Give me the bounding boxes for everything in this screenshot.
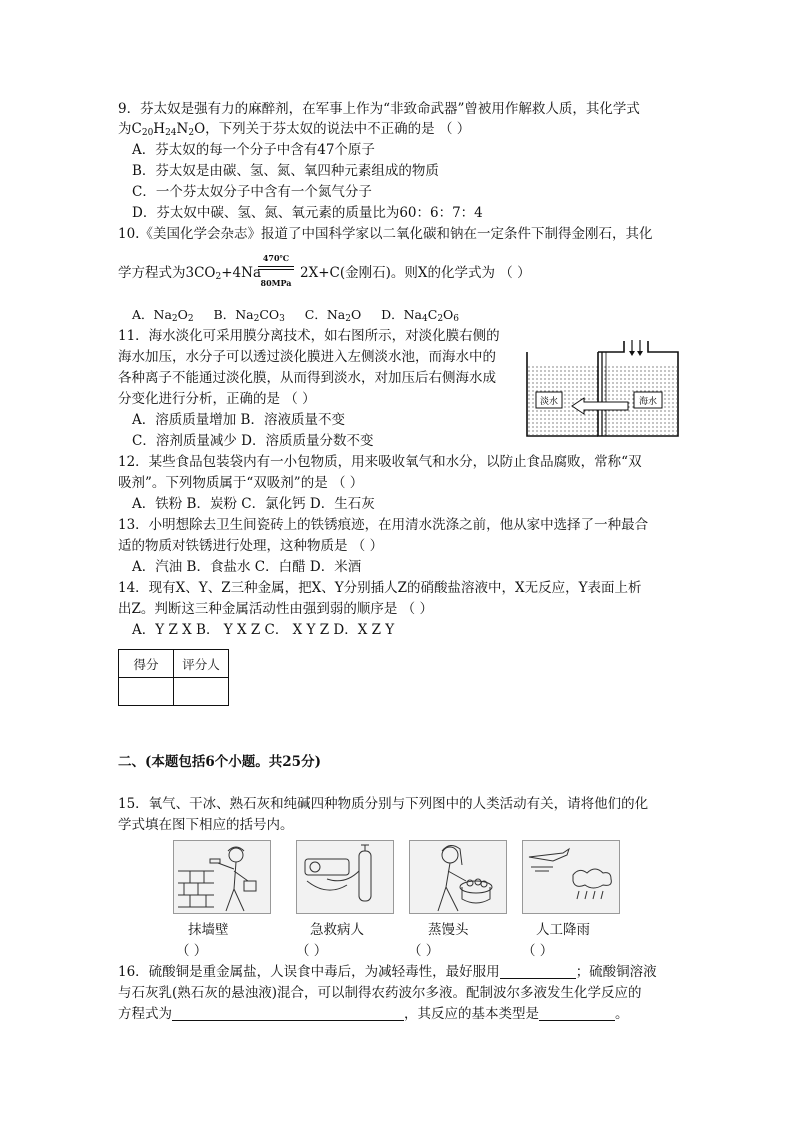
score-cell[interactable]: [119, 678, 174, 706]
q13-line2: 适的物质对铁锈进行处理，这种物质是 （ ）: [118, 538, 384, 554]
q9-option-d: D．芬太奴中碳、氢、氮、氧元素的质量比为60：6：7：4: [132, 205, 483, 221]
image-plastering-wall-svg: [174, 841, 270, 913]
q13-options: A．汽油 B．食盐水 C．白醋 D．米酒: [132, 559, 362, 575]
q10-equals-sign: [258, 266, 294, 270]
q9-line1: 9．芬太奴是强有力的麻醉剂，在军事上作为“非致命武器”曾被用作解救人质，其化学式: [118, 101, 640, 117]
q9-option-c: C．一个芬太奴分子中含有一个氮气分子: [132, 184, 372, 200]
q14-line2: 出Z。判断这三种金属活动性由强到弱的顺序是 （ ）: [118, 601, 433, 617]
q10-option-b: B．$Na_2CO_3$: [213, 307, 285, 324]
q16-line2: 与石灰乳(熟石灰的悬浊液)混合，可以制得农药波尔多液。配制波尔多液发生化学反应的: [118, 985, 642, 1001]
q16-blank-equation[interactable]: [172, 1006, 404, 1021]
caption-artificial-rain: 人工降雨: [536, 922, 590, 938]
q13-line1: 13．小明想除去卫生间瓷砖上的铁锈痕迹，在用清水洗涤之前，他从家中选择了一种最合: [118, 517, 649, 533]
q10-option-d: D．$Na_4C_2O_6$: [381, 307, 460, 324]
q9-option-b: B．芬太奴是由碳、氢、氮、氧四种元素组成的物质: [132, 163, 439, 179]
label-sea-water: 海水: [638, 397, 658, 407]
q10-option-c: C．$Na_2O$: [304, 307, 362, 324]
caption-steaming-buns: 蒸馒头: [428, 922, 469, 938]
q10-options: [132, 306, 459, 328]
image-first-aid: [296, 840, 394, 914]
q16-blank-antidote[interactable]: [500, 964, 576, 979]
q9-line2: 为$C_{20}H_{24}N_2O$，下列关于芬太奴的说法中不正确的是 （ ）: [118, 121, 471, 138]
q10-equation-right: 2X+C(金刚石)。则X的化学式为 （ ）: [300, 265, 531, 281]
score-table: [118, 649, 229, 706]
image-steaming-buns: [409, 840, 507, 914]
q16-line1: 16．硫酸铜是重金属盐，人误食中毒后，为减轻毒性，最好服用 ；硫酸铜溶液: [118, 964, 657, 980]
answer-bracket-artificial-rain[interactable]: （ ）: [522, 943, 554, 959]
q12-line1: 12．某些食品包装袋内有一小包物质，用来吸收氧气和水分，以防止食品腐败，常称“双: [118, 454, 642, 470]
q14-line1: 14．现有X、Y、Z三种金属，把X、Y分别插人Z的硝酸盐溶液中，X无反应，Y表面上析: [118, 580, 642, 596]
score-header: 得分: [119, 650, 174, 678]
image-steaming-buns-svg: [410, 841, 506, 913]
q15-line1: 15．氧气、干冰、熟石灰和纯碱四种物质分别与下列图中的人类活动有关，请将他们的化: [118, 796, 649, 812]
image-first-aid-svg: [297, 841, 393, 913]
answer-bracket-steaming-buns[interactable]: （ ）: [408, 943, 440, 959]
q11-line1: 11．海水淡化可采用膜分离技术，如右图所示，对淡化膜右侧的: [118, 328, 500, 344]
q11-line2: 海水加压，水分子可以透过淡化膜进入左侧淡水池，而海水中的: [118, 349, 496, 365]
q11-line4: 分变化进行分析，正确的是 （ ）: [118, 391, 316, 407]
q10-option-a: A．$Na_2O_2$: [132, 307, 194, 324]
q10-reaction-condition: [258, 254, 294, 288]
caption-plastering-wall: 抹墙壁: [188, 922, 229, 938]
q15-line2: 学式填在图下相应的括号内。: [118, 817, 294, 833]
q11-options-row2: C．溶剂质量减少 D．溶质质量分数不变: [132, 433, 374, 449]
label-fresh-water: 淡水: [539, 397, 559, 407]
answer-bracket-first-aid[interactable]: （ ）: [296, 943, 328, 959]
image-plastering-wall: [173, 840, 271, 914]
grader-cell[interactable]: [174, 678, 229, 706]
membrane-diagram: [524, 338, 684, 440]
q11-options-row1: A．溶质质量增加 B．溶液质量不变: [132, 412, 345, 428]
caption-first-aid: 急救病人: [310, 922, 364, 938]
section2-title: 二、(本题包括6个小题。共25分): [118, 754, 321, 770]
q12-line2: 吸剂”。下列物质属于“双吸剂”的是 （ ）: [118, 475, 364, 491]
q16-blank-reaction-type[interactable]: [539, 1006, 615, 1021]
q11-line3: 各种离子不能通过淡化膜，从而得到淡水，对加压后右侧海水成: [118, 370, 496, 386]
q10-condition-bottom: 80MPa: [260, 278, 292, 288]
q10-condition-top: 470℃: [262, 253, 290, 263]
q16-line3: 方程式为 ，其反应的基本类型是 。: [118, 1006, 629, 1022]
q10-line1: 10.《美国化学会杂志》报道了中国科学家以二氧化碳和钠在一定条件下制得金刚石，其化: [118, 226, 653, 242]
grader-header: 评分人: [174, 650, 229, 678]
answer-bracket-plastering-wall[interactable]: （ ）: [176, 943, 208, 959]
q14-options: A．Y Z X B． Y X Z C． X Y Z D．X Z Y: [132, 622, 395, 638]
image-artificial-rain: [522, 840, 620, 914]
membrane-diagram-svg: [524, 338, 684, 440]
q10-equation-left: 学方程式为$3CO_2+4Na$: [118, 265, 261, 282]
q12-options: A．铁粉 B．炭粉 C．氯化钙 D．生石灰: [132, 496, 375, 512]
q9-option-a: A．芬太奴的每一个分子中含有47个原子: [132, 142, 375, 158]
image-artificial-rain-svg: [523, 841, 619, 913]
